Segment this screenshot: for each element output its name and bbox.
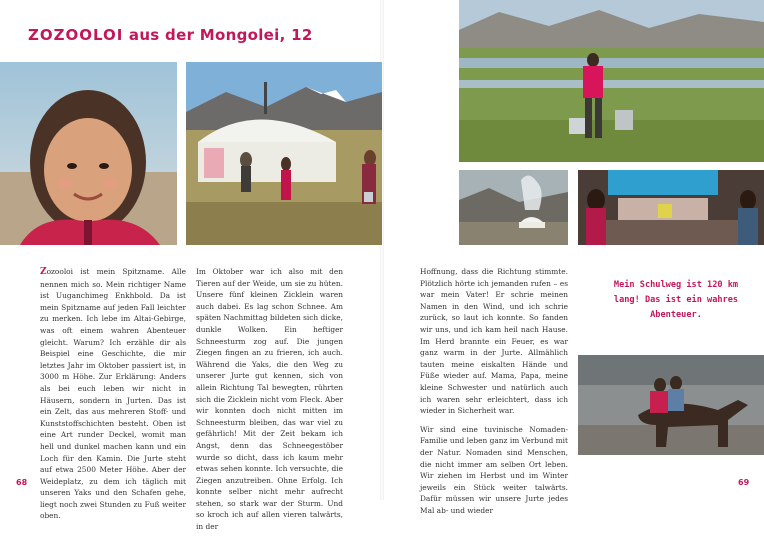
- page-title: [28, 26, 313, 44]
- paragraph: [40, 266, 186, 522]
- right-column-1: [420, 266, 568, 523]
- paragraph-text: Im Oktober war ich also mit den Tieren auf der Weide, um sie zu hüten. Unsere fünf kleinen Zicklein waren auch dabei. Es lag schon Schnee. Am späten Nachmittag bildeten sich dicke, dunkle Wolken. Ein heftiger Schneesturm zog auf. Die jungen Ziegen fingen an zu frieren, ich auch. Während die Yaks, die den Weg zu unserer Jurte gut kennen, sich von allein Richtung Tal bewegten, rührten sich die Zicklein nicht vom Fleck. Aber wir konnten doch nicht mitten im Schneesturm bleiben, das war viel zu gefährlich! Mit der Zeit bekam ich Angst, denn das Schneegestöber wurde so dicht, dass ich kaum mehr etwas sehen konnte. Ich versuchte, die Ziegen anzutreiben. Ohne Erfolg. Ich konnte selber nicht mehr aufrecht stehen, so stark war der Sturm. Und so kroch ich auf allen vieren talwärts, in der: [196, 267, 343, 532]
- paragraph-text: Wir sind eine tuvinische Nomaden-Familie und leben ganz im Verbund mit der Natur. Nomaden sind Menschen, die nicht immer am selben Ort leben. Wir ziehen im Herbst und im Winter jeweils ein Stück weiter talwärts. Dafür müssen wir unsere Jurte jedes Mal ab- und wieder: [420, 424, 568, 515]
- classroom-photo: [578, 170, 764, 245]
- water-buckets-photo: [459, 0, 764, 162]
- yurt-mountain-photo: [459, 170, 568, 245]
- drop-cap: Z: [40, 267, 47, 277]
- horse-riding-photo: [578, 355, 764, 455]
- yurt-photo: [186, 62, 382, 245]
- left-column-1: [40, 266, 186, 529]
- paragraph-text: ozooloi ist mein Spitzname. Alle nennen mich so. Mein richtiger Name ist Uuganchimeg Enkhbold. Da ist mein Spitzname auf jeden Fall leichter zu merken. Ich lebe im Altai-Gebirge, was oft einem wahren Abenteuer gleicht. Warum? Ich erzähle dir als Beispiel eine Geschichte, die mir letztes Jahr im Oktober passiert ist, in 3000 m Höhe. Zur Erklärung: Anders als bei euch leben wir nicht in Häusern, sondern in Jurten. Das ist ein Zelt, das aus mehreren Stoff- und Kunststoffschichten besteht. Oben ist eine Art runder Deckel, womit man hell und dunkel machen kann und ein Loch für den Kamin. Die Jurte steht auf etwa 2500 Meter Höhe. Aber der Weideplatz, zu dem ich täglich mit unseren Yaks und den Schafen gehe, liegt noch zwei Stunden zu Fuß weiter oben.: [40, 267, 186, 521]
- page-number-right: 69: [738, 478, 750, 487]
- title-rest: aus der Mongolei, 12: [128, 26, 313, 44]
- portrait-photo: [0, 62, 177, 245]
- title-name: ZOZOOLOI: [28, 26, 124, 44]
- left-column-2: [196, 266, 343, 540]
- pull-quote: Mein Schulweg ist 120 km lang! Das ist ein wahres Abenteuer.: [613, 280, 739, 320]
- page-number-left: 68: [16, 478, 28, 487]
- paragraph-text: Hoffnung, dass die Richtung stimmte. Plötzlich hörte ich jemanden rufen – es war mein Vater! Er schrie meinen Namen in den Wind, und ich schrie zurück, so laut ich konnte. So fanden wir uns, und ich kam heil nach Hause. Im Herd brannte ein Feuer, es war ganz warm in der Jurte. Allmählich tauten meine eiskalten Hände und Füße wieder auf. Mama, Papa, meine kleine Schwester und natürlich auch ich waren sehr erleichtert, dass ich wieder in Sicherheit war.: [420, 267, 568, 416]
